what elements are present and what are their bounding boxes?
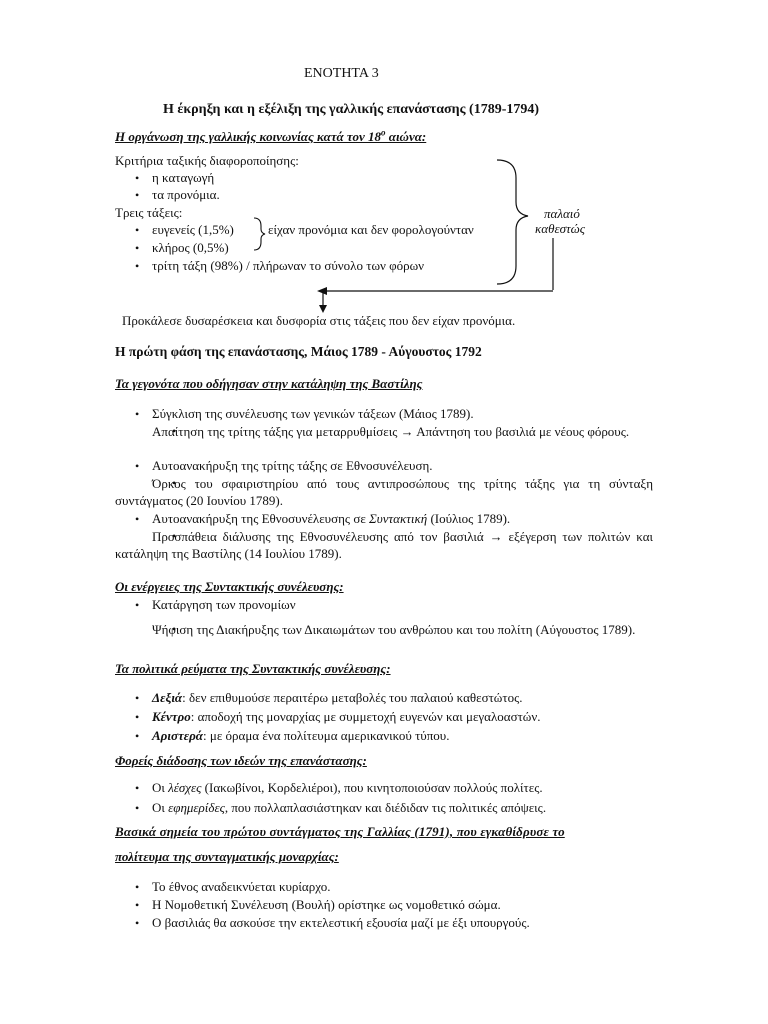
list-item xyxy=(152,728,449,744)
item-text: Αυτοανακήρυξη της Εθνοσυνέλευσης σε xyxy=(152,511,370,526)
list-item: • Το έθνος αναδεικνύεται κυρίαρχο. xyxy=(152,879,330,895)
criteria-label: Κριτήρια ταξικής διαφοροποίησης: xyxy=(115,153,299,168)
list-item xyxy=(152,690,522,706)
section-heading-political-currents: Τα πολιτικά ρεύματα της Συντακτικής συνέλευσης: xyxy=(115,661,391,676)
old-regime-label-1: παλαιό xyxy=(544,206,580,221)
page-title: Η έκρηξη και η εξέλιξη της γαλλικής επανάστασης (1789-1794) xyxy=(163,102,540,117)
item-text: : με όραμα ένα πολίτευμα αμερικανικού τύπου. xyxy=(202,728,450,743)
heading-text: Η οργάνωση της γαλλικής κοινωνίας κατά τον 18 xyxy=(115,129,381,144)
list-item: • κλήρος (0,5%) xyxy=(152,240,229,256)
item-text: Οι xyxy=(152,780,169,795)
result-text: Προκάλεσε δυσαρέσκεια και δυσφορία στις τάξεις που δεν είχαν προνόμια. xyxy=(122,313,516,328)
arrow-left-head xyxy=(317,287,327,295)
list-item: • Ο βασιλιάς θα ασκούσε την εκτελεστική εξουσία μαζί με έξι υπουργούς. xyxy=(152,915,530,931)
item-text: Απαίτηση της τρίτης τάξης για μεταρρυθμίσεις xyxy=(152,424,398,439)
item-italic: Συντακτική xyxy=(369,511,428,526)
list-item xyxy=(115,528,653,562)
item-text: Προσπάθεια διάλυσης της Εθνοσυνέλευσης από τον βασιλιά xyxy=(152,529,484,544)
estates-label: Τρεις τάξεις: xyxy=(115,205,183,220)
section-heading-first-phase: Η πρώτη φάση της επανάστασης, Μάιος 1789 - Αύγουστος 1792 xyxy=(115,344,482,359)
item-text: , που πολλαπλασιάστηκαν και διέδιδαν τις πολιτικές απόψεις. xyxy=(224,800,547,815)
list-item: • η καταγωγή xyxy=(152,170,214,186)
list-item: • τρίτη τάξη (98%) / πλήρωναν το σύνολο των φόρων xyxy=(152,258,424,274)
item-italic: εφημερίδες xyxy=(168,800,225,815)
heading-text-end: αιώνα: xyxy=(385,129,427,144)
item-text: (Ιούλιος 1789). xyxy=(427,511,511,526)
list-item xyxy=(115,475,653,509)
arrow-result-head xyxy=(319,305,327,313)
item-text: Ψήφιση της Διακήρυξης των Δικαιωμάτων του ανθρώπου και του πολίτη (Αύγουστος 1789). xyxy=(152,622,636,637)
list-item xyxy=(115,621,653,638)
item-text: Απάντηση του βασιλιά με νέους φόρους. xyxy=(416,424,630,439)
item-text: : αποδοχή της μοναρχίας με συμμετοχή ευγενών και μεγαλοαστών. xyxy=(190,709,541,724)
list-item xyxy=(152,511,510,527)
section-heading-constitution-2: πολίτευμα της συνταγματικής μοναρχίας: xyxy=(115,849,339,864)
section-heading-society xyxy=(115,129,426,145)
label-left: Αριστερά xyxy=(152,728,203,743)
section-heading-constituent-actions: Οι ενέργειες της Συντακτικής συνέλευσης: xyxy=(115,579,344,594)
arrow-icon: → xyxy=(400,424,414,439)
old-regime-label-2: καθεστώς xyxy=(535,221,585,236)
list-item: • ευγενείς (1,5%) xyxy=(152,222,234,238)
list-item: • Η Νομοθετική Συνέλευση (Βουλή) ορίστηκε ως νομοθετικό σώμα. xyxy=(152,897,501,913)
privileged-note: είχαν προνόμια και δεν φορολογούνταν xyxy=(268,222,474,237)
list-item xyxy=(152,800,546,816)
section-heading-constitution-1: Βασικά σημεία του πρώτου συντάγματος της Γαλλίας (1791), που εγκαθίδρυσε το xyxy=(115,824,565,839)
list-item: • τα προνόμια. xyxy=(152,187,220,203)
large-brace xyxy=(497,160,528,284)
list-item xyxy=(115,423,653,440)
list-item xyxy=(152,780,543,796)
item-text: Όρκος του σφαιριστηρίου από τους αντιπροσώπους της τρίτης τάξης για τη σύνταξη συντάγματος (20 Ιουνίου 1789). xyxy=(115,476,653,508)
section-heading-diffusion: Φορείς διάδοσης των ιδεών της επανάστασης: xyxy=(115,753,367,768)
list-item: • Σύγκλιση της συνέλευσης των γενικών τάξεων (Μάιος 1789). xyxy=(152,406,474,422)
unit-label: ΕΝΟΤΗΤΑ 3 xyxy=(304,66,379,81)
item-text: : δεν επιθυμούσε περαιτέρω μεταβολές του παλαιού καθεστώτος. xyxy=(182,690,523,705)
arrow-icon: → xyxy=(489,529,503,544)
label-right: Δεξιά xyxy=(152,690,183,705)
list-item: • Κατάργηση των προνομίων xyxy=(152,597,296,613)
item-text: (Ιακωβίνοι, Κορδελιέροι), που κινητοποιούσαν πολλούς πολίτες. xyxy=(201,780,543,795)
label-center: Κέντρο xyxy=(152,709,191,724)
item-italic: λέσχες xyxy=(168,780,202,795)
item-text: εξέγερση των πολιτών και κατάληψη της Βαστίλης (14 Ιουλίου 1789). xyxy=(115,529,654,561)
item-text: Οι xyxy=(152,800,169,815)
list-item xyxy=(152,709,541,725)
list-item: • Αυτοανακήρυξη της τρίτης τάξης σε Εθνοσυνέλευση. xyxy=(152,458,433,474)
heading-superscript: ο xyxy=(381,127,386,138)
small-brace xyxy=(254,218,265,250)
subheading-bastille: Τα γεγονότα που οδήγησαν στην κατάληψη της Βαστίλης xyxy=(115,376,423,391)
